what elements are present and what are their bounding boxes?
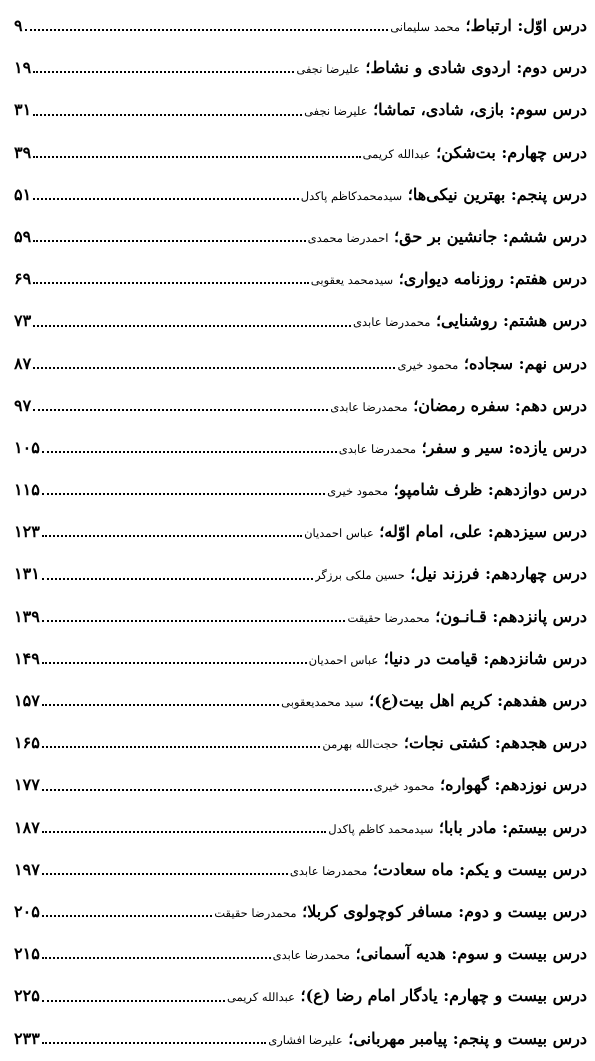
page-number: ۱۳۱ bbox=[14, 564, 40, 584]
lesson-author: عبدالله کریمی bbox=[362, 146, 431, 161]
toc-entry[interactable] bbox=[14, 975, 587, 1017]
dot-leader bbox=[42, 620, 346, 622]
lesson-title: درس بیستم: مادر بابا؛ bbox=[433, 817, 587, 837]
toc-entry[interactable] bbox=[14, 300, 587, 342]
page-number: ۷۳ bbox=[14, 311, 32, 331]
page-number: ۹۷ bbox=[14, 395, 32, 415]
dot-leader bbox=[33, 325, 351, 327]
entry-text bbox=[363, 132, 587, 175]
toc-entry[interactable] bbox=[14, 216, 587, 258]
dot-leader bbox=[42, 746, 321, 748]
lesson-title: درس دوازدهم: ظرف شامپو؛ bbox=[388, 480, 587, 500]
lesson-author: محمدرضا عابدی bbox=[330, 399, 408, 414]
toc-entry[interactable] bbox=[14, 132, 587, 174]
dot-leader bbox=[33, 409, 328, 411]
toc-entry[interactable] bbox=[14, 638, 587, 680]
toc-entry[interactable] bbox=[14, 891, 587, 933]
entry-text bbox=[281, 680, 587, 723]
entry-text bbox=[322, 722, 587, 765]
lesson-author: سیدمحمدکاظم پاکدل bbox=[300, 188, 403, 203]
lesson-title: درس یازده: سیر و سفر؛ bbox=[416, 437, 587, 457]
dot-leader bbox=[33, 71, 294, 73]
entry-text bbox=[311, 258, 587, 301]
dot-leader bbox=[42, 831, 327, 833]
lesson-title: درس هجدهم: کشتی نجات؛ bbox=[398, 733, 587, 753]
toc-entry[interactable] bbox=[14, 807, 587, 849]
page-number: ۲۰۵ bbox=[14, 901, 40, 921]
dot-leader bbox=[42, 789, 372, 791]
dot-leader bbox=[33, 282, 309, 284]
lesson-author: عباس احمدیان bbox=[308, 652, 379, 667]
dot-leader bbox=[42, 662, 307, 664]
lesson-author: محمدرضا عابدی bbox=[289, 863, 368, 878]
lesson-title: درس بیست و سوم: هدیه آسمانی؛ bbox=[350, 944, 587, 964]
entry-text bbox=[374, 764, 587, 807]
page-number: ۱۴۹ bbox=[14, 648, 40, 668]
lesson-title: درس نوزدهم: گهواره؛ bbox=[434, 775, 587, 795]
dot-leader bbox=[42, 957, 271, 959]
page-number: ۱۱۵ bbox=[14, 480, 40, 500]
entry-text bbox=[296, 47, 587, 90]
toc-entry[interactable] bbox=[14, 469, 587, 511]
page-number: ۲۳۳ bbox=[14, 1028, 40, 1048]
lesson-author: محمود خیری bbox=[397, 357, 459, 372]
toc-entry[interactable] bbox=[14, 47, 587, 89]
lesson-author: علیرضا نجفی bbox=[304, 104, 368, 119]
lesson-author: عباس احمدیان bbox=[304, 526, 374, 541]
lesson-author: سید محمدیعقوبی bbox=[281, 695, 364, 709]
entry-text bbox=[347, 596, 587, 639]
lesson-title: درس بیست و یکم: ماه سعادت؛ bbox=[367, 859, 587, 879]
page-number: ۱۳۹ bbox=[14, 606, 40, 626]
dot-leader bbox=[42, 873, 288, 875]
page-number: ۳۹ bbox=[14, 142, 32, 162]
dot-leader bbox=[42, 915, 212, 917]
toc-entry[interactable] bbox=[14, 849, 587, 891]
lesson-author: حسین ملکی برزگر bbox=[315, 568, 405, 583]
lesson-author: محمود خیری bbox=[327, 484, 389, 499]
dot-leader bbox=[42, 704, 279, 706]
lesson-author: حجت‌الله بهرمن bbox=[322, 737, 399, 752]
lesson-title: درس پانزدهم: قـانـون؛ bbox=[429, 606, 587, 626]
dot-leader bbox=[42, 535, 302, 537]
entry-text bbox=[301, 174, 587, 217]
entry-text bbox=[328, 807, 587, 850]
page-number: ۶۹ bbox=[14, 269, 32, 289]
page-number: ۱۹۷ bbox=[14, 859, 40, 879]
entry-text bbox=[304, 89, 587, 132]
lesson-title: درس هفدهم: کریم اهل بیت(ع)؛ bbox=[363, 691, 587, 710]
lesson-author: محمدرضا عابدی bbox=[353, 315, 431, 330]
page-number: ۱۰۵ bbox=[14, 437, 40, 457]
toc-entry[interactable] bbox=[14, 722, 587, 764]
entry-text bbox=[353, 300, 587, 343]
lesson-title: درس هفتم: روزنامه دیواری؛ bbox=[393, 269, 587, 289]
toc-entry[interactable] bbox=[14, 553, 587, 595]
page-number: ۱۷۷ bbox=[14, 775, 40, 795]
lesson-title: درس چهاردهم: فرزند نیل؛ bbox=[404, 564, 587, 584]
lesson-author: محمد سلیمانی bbox=[390, 20, 460, 34]
toc-entry[interactable] bbox=[14, 427, 587, 469]
toc-entry[interactable] bbox=[14, 764, 587, 806]
lesson-author: احمدرضا محمدی bbox=[307, 230, 389, 245]
dot-leader bbox=[33, 114, 302, 116]
lesson-title: درس بیست و چهارم: یادگار امام رضا (ع)؛ bbox=[294, 986, 587, 1006]
toc-entry[interactable] bbox=[14, 343, 587, 385]
lesson-author: علیرضا افشاری bbox=[268, 1032, 343, 1047]
toc-entry[interactable] bbox=[14, 5, 587, 47]
page-number: ۵۱ bbox=[14, 184, 32, 204]
lesson-author: محمدرضا عابدی bbox=[272, 948, 350, 963]
dot-leader bbox=[33, 240, 305, 242]
dot-leader bbox=[42, 1000, 225, 1002]
entry-text bbox=[304, 511, 587, 554]
dot-leader bbox=[33, 367, 395, 369]
lesson-title: درس بیست و پنجم: پیامبر مهربانی؛ bbox=[342, 1028, 587, 1048]
dot-leader bbox=[25, 29, 389, 31]
entry-text bbox=[327, 469, 587, 512]
page-number: ۱۸۷ bbox=[14, 817, 40, 837]
lesson-title: درس شانزدهم: قیامت در دنیا؛ bbox=[378, 648, 587, 668]
toc-entry[interactable] bbox=[14, 258, 587, 300]
toc-entry[interactable] bbox=[14, 385, 587, 427]
entry-text bbox=[308, 216, 587, 259]
toc-entry[interactable] bbox=[14, 1018, 587, 1060]
lesson-title: درس ششم: جانشین بر حق؛ bbox=[388, 226, 587, 246]
toc-entry[interactable] bbox=[14, 596, 587, 638]
entry-text bbox=[390, 5, 587, 48]
lesson-title: درس دهم: سفره رمضان؛ bbox=[407, 395, 587, 415]
entry-text bbox=[268, 1018, 587, 1061]
lesson-title: درس سوم: بازی، شادی، تماشا؛ bbox=[367, 100, 587, 120]
entry-text bbox=[397, 343, 587, 386]
page-number: ۹ bbox=[14, 16, 23, 35]
page-number: ۱۲۳ bbox=[14, 522, 40, 542]
dot-leader bbox=[42, 1042, 266, 1044]
entry-text bbox=[315, 553, 587, 596]
toc-entry[interactable] bbox=[14, 933, 587, 975]
dot-leader bbox=[33, 156, 360, 158]
dot-leader bbox=[42, 451, 337, 453]
lesson-title: درس دوم: اردوی شادی و نشاط؛ bbox=[359, 58, 587, 78]
toc-entry[interactable] bbox=[14, 511, 587, 553]
lesson-author: محمدرضا عابدی bbox=[338, 441, 417, 456]
lesson-author: محمدرضا حقیقت bbox=[214, 905, 297, 920]
dot-leader bbox=[33, 198, 299, 200]
lesson-title: درس نهم: سجاده؛ bbox=[458, 353, 587, 373]
lesson-author: علیرضا نجفی bbox=[296, 62, 360, 77]
entry-text bbox=[330, 385, 587, 428]
lesson-author: سیدمحمد کاظم پاکدل bbox=[328, 821, 434, 836]
lesson-title: درس سیزدهم: علی، امام اوّله؛ bbox=[373, 522, 587, 542]
page-number: ۲۲۵ bbox=[14, 986, 40, 1006]
lesson-title: درس پنجم: بهترین نیکی‌ها؛ bbox=[402, 184, 587, 204]
toc-entry[interactable] bbox=[14, 174, 587, 216]
page-number: ۸۷ bbox=[14, 353, 32, 373]
page-number: ۵۹ bbox=[14, 226, 32, 246]
toc-entry[interactable] bbox=[14, 680, 587, 722]
entry-text bbox=[214, 891, 587, 934]
lesson-author: عبدالله کریمی bbox=[227, 990, 295, 1005]
page-number: ۱۹ bbox=[14, 58, 32, 78]
lesson-title: درس هشتم: روشنایی؛ bbox=[430, 311, 587, 331]
toc-entry[interactable] bbox=[14, 89, 587, 131]
dot-leader bbox=[42, 493, 325, 495]
lesson-author: محمدرضا حقیقت bbox=[347, 610, 430, 625]
lesson-title: درس چهارم: بت‌شکن؛ bbox=[430, 142, 587, 162]
entry-text bbox=[273, 933, 587, 976]
page-number: ۱۶۵ bbox=[14, 733, 40, 753]
lesson-title: درس بیست و دوم: مسافر کوچولوی کربلا؛ bbox=[296, 901, 587, 921]
lesson-author: سیدمحمد یعقوبی bbox=[310, 273, 394, 288]
entry-text bbox=[309, 638, 587, 681]
page-number: ۱۵۷ bbox=[14, 691, 40, 710]
page-number: ۳۱ bbox=[14, 100, 32, 120]
entry-text bbox=[290, 849, 587, 892]
page-number: ۲۱۵ bbox=[14, 944, 40, 964]
entry-text bbox=[339, 427, 587, 470]
entry-text bbox=[227, 975, 587, 1018]
lesson-author: محمود خیری bbox=[373, 779, 435, 794]
dot-leader bbox=[42, 578, 313, 580]
lesson-title: درس اوّل: ارتباط؛ bbox=[459, 16, 587, 35]
